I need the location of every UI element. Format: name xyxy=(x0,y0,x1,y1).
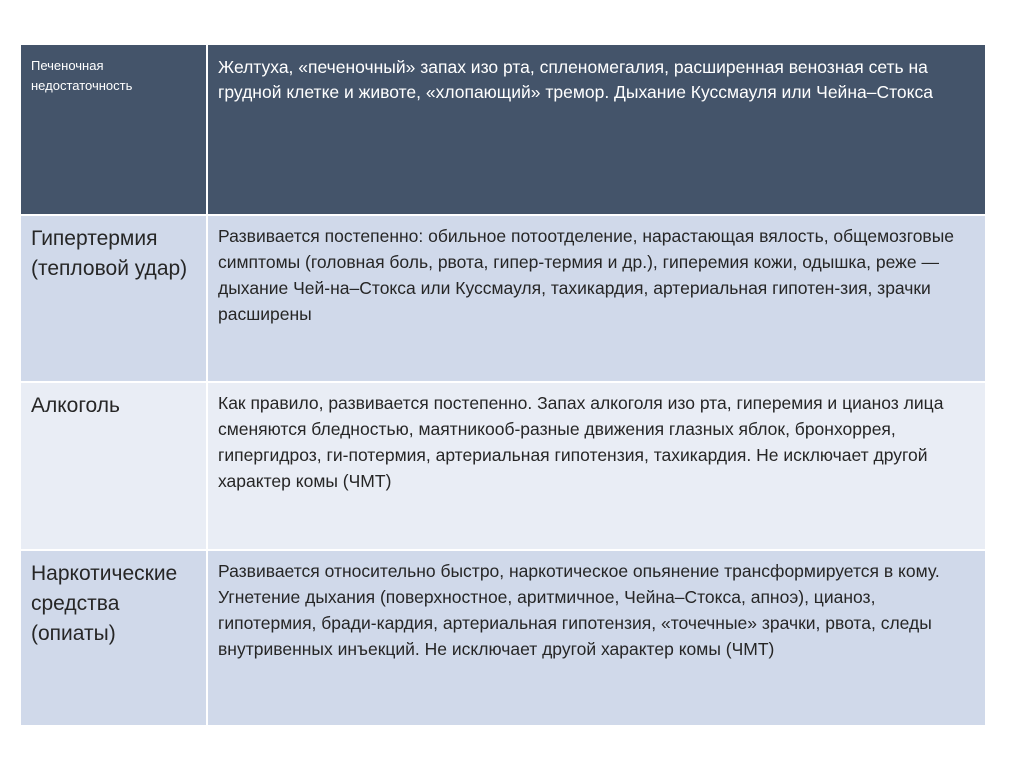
description-cell: Развивается относительно быстро, наркотическое опьянение трансформируется в кому. Угнетение дыхания (поверхностное, аритмичное, Чейна–Стокса, апноэ), цианоз, гипотермия, бради-кардия, артериальная гипотензия, «точечные» зрачки, рвота, следы внутривенных инъекций. Не исключает другой характер комы (ЧМТ) xyxy=(207,550,986,726)
description-cell: Развивается постепенно: обильное потоотделение, нарастающая вялость, общемозговые симптомы (головная боль, рвота, гипер-термия и др.), гиперемия кожи, одышка, реже — дыхание Чей-на–Стокса или Куссмауля, тахикардия, артериальная гипотен-зия, зрачки расширены xyxy=(207,215,986,382)
cause-cell: Алкоголь xyxy=(20,382,207,550)
table-row xyxy=(20,215,986,382)
cause-cell: Печеночная недостаточность xyxy=(20,44,207,215)
table-row xyxy=(20,550,986,726)
description-cell: Желтуха, «печеночный» запах изо рта, спленомегалия, расширенная венозная сеть на грудной клетке и животе, «хлопающий» тремор. Дыхание Куссмауля или Чейна–Стокса xyxy=(207,44,986,215)
description-cell: Как правило, развивается постепенно. Запах алкоголя изо рта, гиперемия и цианоз лица сменяются бледностью, маятникооб-разные движения глазных яблок, бронхоррея, гипергидроз, ги-потермия, артериальная гипотензия, тахикардия. Не исключает другой характер комы (ЧМТ) xyxy=(207,382,986,550)
cause-cell: Наркотические средства (опиаты) xyxy=(20,550,207,726)
coma-causes-table xyxy=(19,43,987,727)
table-row xyxy=(20,44,986,215)
table-row xyxy=(20,382,986,550)
cause-cell: Гипертермия (тепловой удар) xyxy=(20,215,207,382)
